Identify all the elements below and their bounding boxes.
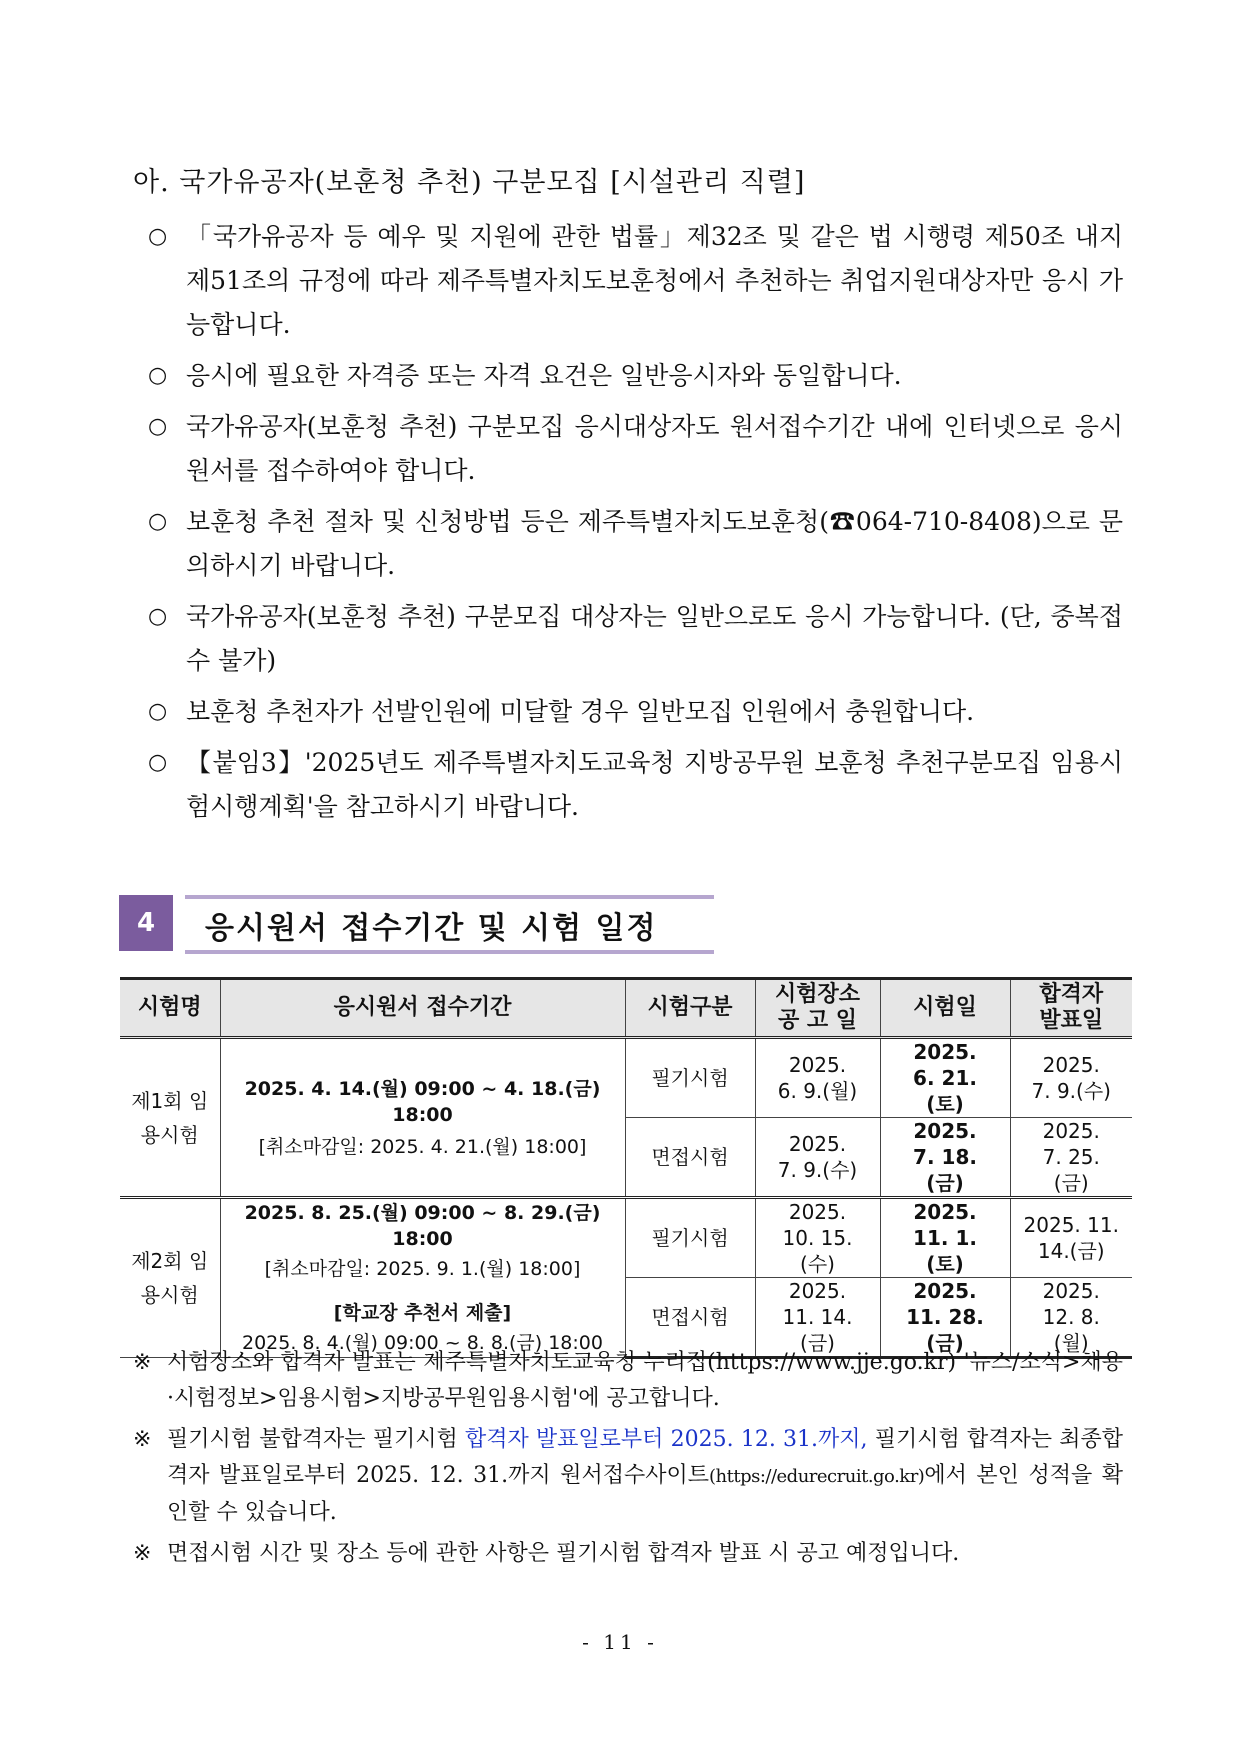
- notes-list: [133, 1345, 1123, 1577]
- heading-rule-bottom: [185, 950, 714, 954]
- bullet-item: ○ 보훈청 추천 절차 및 신청방법 등은 제주특별자치도보훈청(☎064-710-8408)으로 문의하시기 바랍니다.: [148, 500, 1123, 588]
- section-title: 아. 국가유공자(보훈청 추천) 구분모집 [시설관리 직렬]: [133, 167, 806, 198]
- exam-type-cell: 필기시험: [625, 1038, 755, 1118]
- exam-date-cell: 2025. 11. 28.(금): [880, 1278, 1010, 1358]
- venue-notice-cell: 2025. 7. 9.(수): [755, 1118, 880, 1198]
- bullet-item: ○ 【붙임3】'2025년도 제주특별자치도교육청 지방공무원 보훈청 추천구분모집 임용시험시행계획'을 참고하시기 바랍니다.: [148, 741, 1123, 829]
- table-header: 합격자 발표일: [1010, 979, 1132, 1038]
- circle-bullet-icon: ○: [148, 414, 168, 439]
- exam-type-cell: 면접시험: [625, 1118, 755, 1198]
- note-item: ※ 시험장소와 합격자 발표는 제주특별자치도교육청 누리집(https://www.jje.go.kr) '뉴스/소식>채용·시험정보>임용시험>지방공무원임용시험'에 공고합니다.: [133, 1345, 1123, 1417]
- circle-bullet-icon: ○: [148, 699, 168, 724]
- application-period-cell: 2025. 8. 25.(월) 09:00 ~ 8. 29.(금) 18:00 [취소마감일: 2025. 9. 1.(월) 18:00] [학교장 추천서 제출] 2025. 8. 4.(월) 09:00 ~ 8. 8.(금) 18:00: [220, 1198, 625, 1358]
- round-name-cell: 제2회 임용시험: [120, 1198, 220, 1358]
- bullet-item: ○ 국가유공자(보훈청 추천) 구분모집 응시대상자도 원서접수기간 내에 인터넷으로 응시원서를 접수하여야 합니다.: [148, 405, 1123, 493]
- table-header: 응시원서 접수기간: [220, 979, 625, 1038]
- bullet-item: ○ 보훈청 추천자가 선발인원에 미달할 경우 일반모집 인원에서 충원합니다.: [148, 690, 1123, 734]
- circle-bullet-icon: ○: [148, 363, 168, 388]
- venue-notice-cell: 2025. 10. 15.(수): [755, 1198, 880, 1278]
- table-header: 시험장소 공 고 일: [755, 979, 880, 1038]
- result-date-cell: 2025. 12. 8.(월): [1010, 1278, 1132, 1358]
- round-name-cell: 제1회 임용시험: [120, 1038, 220, 1198]
- venue-notice-cell: 2025. 6. 9.(월): [755, 1038, 880, 1118]
- result-date-cell: 2025. 7. 9.(수): [1010, 1038, 1132, 1118]
- exam-type-cell: 필기시험: [625, 1198, 755, 1278]
- application-period-cell: 2025. 4. 14.(월) 09:00 ~ 4. 18.(금) 18:00 [취소마감일: 2025. 4. 21.(월) 18:00]: [220, 1038, 625, 1198]
- table-header: 시험구분: [625, 979, 755, 1038]
- exam-schedule-table: [120, 977, 1132, 1359]
- section-heading: [119, 895, 714, 955]
- result-date-cell: 2025. 7. 25.(금): [1010, 1118, 1132, 1198]
- circle-bullet-icon: ○: [148, 509, 168, 534]
- exam-type-cell: 면접시험: [625, 1278, 755, 1358]
- bullet-item: ○ 국가유공자(보훈청 추천) 구분모집 대상자는 일반으로도 응시 가능합니다. (단, 중복접수 불가): [148, 595, 1123, 683]
- bullet-list: [148, 215, 1123, 836]
- reference-mark-icon: ※: [133, 1350, 152, 1375]
- venue-notice-cell: 2025. 11. 14.(금): [755, 1278, 880, 1358]
- heading-rule-top: [185, 895, 714, 899]
- exam-date-cell: 2025. 6. 21.(토): [880, 1038, 1010, 1118]
- circle-bullet-icon: ○: [148, 604, 168, 629]
- table-header: 시험명: [120, 979, 220, 1038]
- exam-date-cell: 2025. 7. 18.(금): [880, 1118, 1010, 1198]
- circle-bullet-icon: ○: [148, 224, 168, 249]
- reference-mark-icon: ※: [133, 1427, 152, 1452]
- site-url: (https://edurecruit.go.kr): [708, 1466, 925, 1487]
- exam-date-cell: 2025. 11. 1.(토): [880, 1198, 1010, 1278]
- highlighted-text: 합격자 발표일로부터 2025. 12. 31.까지,: [464, 1427, 868, 1452]
- reference-mark-icon: ※: [133, 1541, 152, 1566]
- result-date-cell: 2025. 11. 14.(금): [1010, 1198, 1132, 1278]
- table-header-row: [120, 979, 1132, 1038]
- bullet-item: ○ 「국가유공자 등 예우 및 지원에 관한 법률」제32조 및 같은 법 시행령 제50조 내지 제51조의 규정에 따라 제주특별자치도보훈청에서 추천하는 취업지원대상자만 응시 가능합니다.: [148, 215, 1123, 347]
- section-number-badge: 4: [119, 895, 173, 951]
- note-item: ※ 필기시험 불합격자는 필기시험 합격자 발표일로부터 2025. 12. 31.까지, 필기시험 합격자는 최종합격자 발표일로부터 2025. 12. 31.까지 원서접수사이트(https://edurecruit.go.kr)에서 본인 성적을 확인할 수 있습니다.: [133, 1422, 1123, 1531]
- note-item: ※ 면접시험 시간 및 장소 등에 관한 사항은 필기시험 합격자 발표 시 공고 예정입니다.: [133, 1536, 1123, 1572]
- section-heading-title: 응시원서 접수기간 및 시험 일정: [205, 911, 658, 946]
- table-header: 시험일: [880, 979, 1010, 1038]
- page-number: - 11 -: [582, 1630, 658, 1654]
- circle-bullet-icon: ○: [148, 750, 168, 775]
- table-row: [120, 1198, 1132, 1278]
- table-row: [120, 1038, 1132, 1118]
- bullet-item: ○ 응시에 필요한 자격증 또는 자격 요건은 일반응시자와 동일합니다.: [148, 354, 1123, 398]
